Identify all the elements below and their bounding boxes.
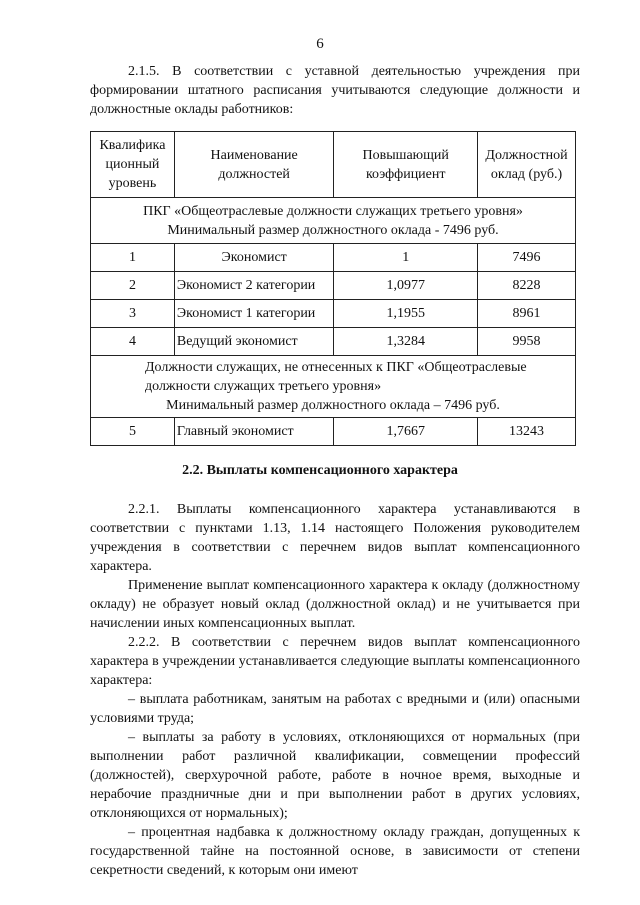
intro-paragraph: 2.1.5. В соответствии с уставной деятельностью учреждения при формировании штатного расписания учитываются следующие должности и должностные оклады работников: xyxy=(90,64,580,117)
staff-salary-table xyxy=(90,131,576,446)
page-number: 6 xyxy=(316,36,324,52)
cell-position: Экономист 1 категории xyxy=(174,300,334,328)
cell-coefficient: 1 xyxy=(334,244,478,272)
list-item: – процентная надбавка к должностному окладу граждан, допущенных к государственной тайне на постоянной основе, в зависимости от степени секретности сведений, к которым они имеют xyxy=(90,825,580,878)
cell-position: Главный экономист xyxy=(174,418,334,446)
cell-position: Ведущий экономист xyxy=(174,328,334,356)
cell-salary: 9958 xyxy=(478,328,576,356)
group-title: ПКГ «Общеотраслевые должности служащих третьего уровня» xyxy=(143,203,523,219)
cell-coefficient: 1,0977 xyxy=(334,272,478,300)
table-row xyxy=(91,300,576,328)
cell-level: 3 xyxy=(91,300,175,328)
paragraph-2-2-1: 2.2.1. Выплаты компенсационного характера устанавливаются в соответствии с пунктами 1.13, 1.14 настоящего Положения руководителем учреждения в соответствии с перечнем видов выплат компенсационного характера. xyxy=(90,502,580,574)
table-row xyxy=(91,418,576,446)
cell-coefficient: 1,3284 xyxy=(334,328,478,356)
cell-coefficient: 1,7667 xyxy=(334,418,478,446)
group-minimum-salary: Минимальный размер должностного оклада - 7496 руб. xyxy=(167,222,499,238)
cell-level: 2 xyxy=(91,272,175,300)
cell-salary: 13243 xyxy=(478,418,576,446)
cell-salary: 8961 xyxy=(478,300,576,328)
group-row-non-pkg xyxy=(91,356,576,418)
list-item: – выплаты за работу в условиях, отклоняющихся от нормальных (при выполнении работ различной квалификации, совмещении профессий (должностей), сверхурочной работе, работе в ночное время, выходные и нерабочие праздничные дни и при выполнении работ в других условиях, отклоняющихся от нормальных); xyxy=(90,730,580,821)
header-salary: Должностной оклад (руб.) xyxy=(478,132,576,198)
cell-level: 1 xyxy=(91,244,175,272)
cell-level: 5 xyxy=(91,418,175,446)
list-item: – выплата работникам, занятым на работах с вредными и (или) опасными условиями труда; xyxy=(90,692,580,726)
cell-level: 4 xyxy=(91,328,175,356)
table-row xyxy=(91,272,576,300)
group-minimum-salary: Минимальный размер должностного оклада – 7496 руб. xyxy=(166,398,500,413)
group-title-line2: должности служащих третьего уровня» xyxy=(145,379,382,394)
header-qualification-level: Квалифика ционный уровень xyxy=(91,132,175,198)
paragraph-application: Применение выплат компенсационного характера к окладу (должностному окладу) не образует новый оклад (должностной оклад) и не учитывается при начислении иных компенсационных выплат. xyxy=(90,578,580,631)
section-title: 2.2. Выплаты компенсационного характера xyxy=(182,463,458,478)
cell-salary: 8228 xyxy=(478,272,576,300)
paragraph-2-2-2: 2.2.2. В соответствии с перечнем видов выплат компенсационного характера в учреждении устанавливается следующие выплаты компенсационного характера: xyxy=(90,635,580,688)
group-cell-non-pkg xyxy=(91,356,576,418)
header-coefficient: Повышающий коэффициент xyxy=(334,132,478,198)
table-row xyxy=(91,244,576,272)
header-position-name: Наименование должностей xyxy=(174,132,334,198)
cell-position: Экономист xyxy=(174,244,334,272)
cell-position: Экономист 2 категории xyxy=(174,272,334,300)
cell-coefficient: 1,1955 xyxy=(334,300,478,328)
group-title-line1: Должности служащих, не отнесенных к ПКГ «Общеотраслевые xyxy=(145,360,527,375)
group-cell-pkg xyxy=(91,198,576,244)
table-row xyxy=(91,328,576,356)
table-header-row xyxy=(91,132,576,198)
group-row-pkg xyxy=(91,198,576,244)
cell-salary: 7496 xyxy=(478,244,576,272)
